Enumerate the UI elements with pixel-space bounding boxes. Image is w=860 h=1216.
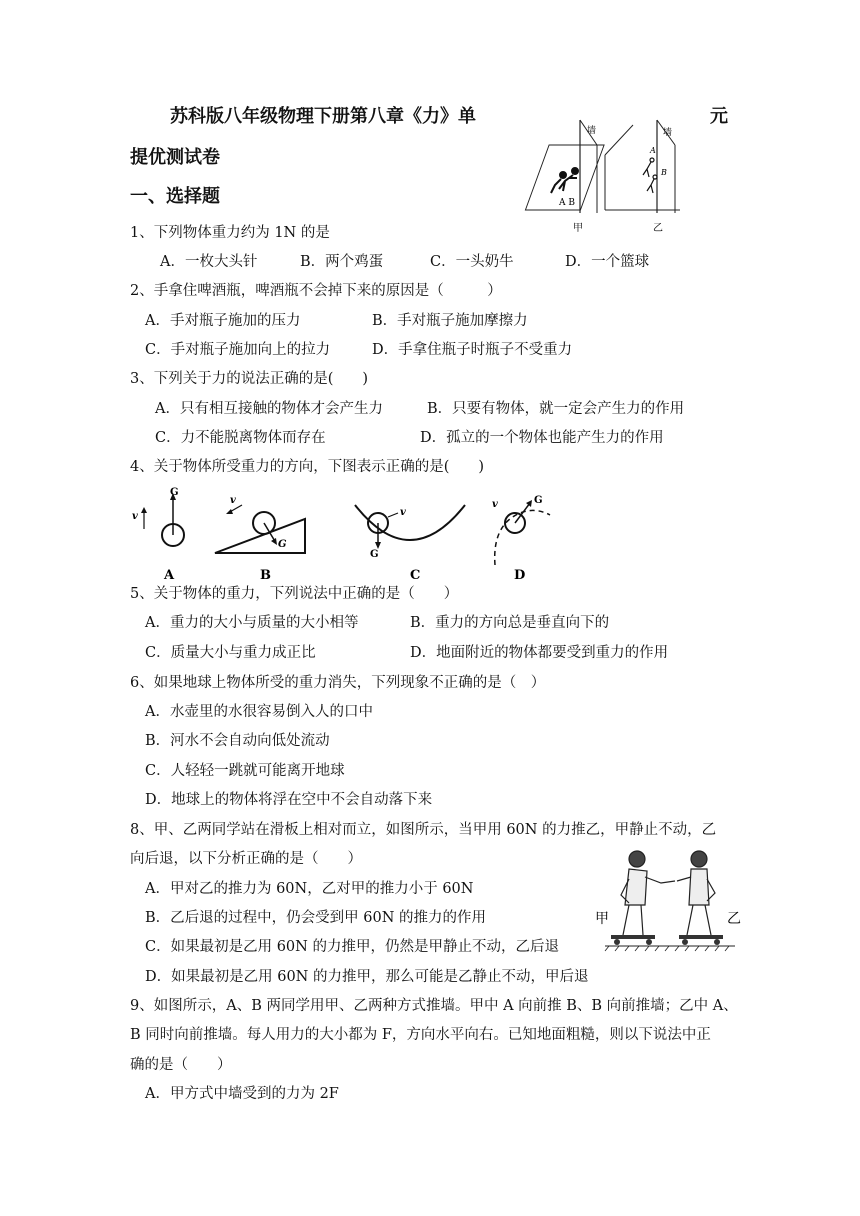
q8-stem-line1: 8、甲、乙两同学站在滑板上相对而立，如图所示，当甲用 60N 的力推乙，甲静止不动，乙	[130, 822, 717, 838]
g-label-c: G	[370, 549, 379, 560]
fig-label-left: 甲	[595, 911, 609, 927]
q1-option-c: C．一头奶牛	[430, 254, 514, 270]
q4-stem: 4、关于物体所受重力的方向，下图表示正确的是( )	[130, 459, 485, 475]
label-d: D	[514, 568, 526, 583]
person-icon	[643, 158, 657, 193]
q9-stem-line1: 9、如图所示，A、B 两同学用甲、乙两种方式推墙。甲中 A 向前推 B、B 向前推墙；乙中 A、	[130, 998, 738, 1014]
q6-option-b: B．河水不会自动向低处流动	[145, 733, 330, 749]
v-label-d: v	[492, 499, 498, 510]
q5-option-c: C．质量大小与重力成正比	[145, 645, 316, 661]
q8-stem-line2: 向后退，以下分析正确的是（ ）	[130, 851, 362, 867]
page-title-line2: 提优测试卷	[130, 147, 220, 168]
g-label-b: G	[278, 539, 287, 550]
q3-option-d: D．孤立的一个物体也能产生力的作用	[420, 430, 664, 446]
q6-stem: 6、如果地球上物体所受的重力消失，下列现象不正确的是（ ）	[130, 675, 546, 691]
q2-option-a: A．手对瓶子施加的压力	[145, 313, 301, 329]
q8-option-d: D．如果最初是乙用 60N 的力推甲，那么可能是乙静止不动，甲后退	[145, 969, 589, 985]
person-right-icon	[677, 851, 715, 935]
left-people-label: A B	[559, 198, 575, 208]
page-title: 苏科版八年级物理下册第八章《力》单	[170, 106, 476, 127]
v-label-c: v	[400, 507, 406, 518]
page-title-end: 元	[710, 106, 728, 127]
right-label-b: B	[661, 168, 667, 177]
q3-stem: 3、下列关于力的说法正确的是( )	[130, 371, 369, 387]
gravity-direction-figure	[130, 485, 570, 585]
q9-option-a: A．甲方式中墙受到的力为 2F	[145, 1086, 339, 1102]
q2-option-d: D．手拿住瓶子时瓶子不受重力	[372, 342, 573, 358]
fig-label-right: 乙	[727, 911, 741, 927]
q9-stem-line2: B 同时向前推墙。每人用力的大小都为 F，方向水平向右。已知地面粗糙，则以下说法中正	[130, 1027, 711, 1043]
q3-option-a: A．只有相互接触的物体才会产生力	[155, 401, 383, 417]
curve-c	[355, 505, 465, 540]
wall-label-left: 墙	[587, 126, 597, 136]
wall-push-figure	[525, 115, 705, 235]
person-left-icon	[621, 851, 675, 935]
q1-option-b: B．两个鸡蛋	[300, 254, 384, 270]
skateboard-left	[611, 935, 655, 939]
right-label-a: A	[650, 146, 656, 155]
q1-stem: 1、下列物体重力约为 1N 的是	[130, 225, 330, 241]
q8-option-b: B．乙后退的过程中，仍会受到甲 60N 的推力的作用	[145, 910, 487, 926]
q5-option-b: B．重力的方向总是垂直向下的	[410, 615, 610, 631]
q5-option-a: A．重力的大小与质量的大小相等	[145, 615, 359, 631]
caption-right: 乙	[653, 223, 663, 234]
person-icon	[551, 168, 578, 193]
label-a: A	[164, 568, 175, 583]
q6-option-d: D．地球上的物体将浮在空中不会自动落下来	[145, 792, 433, 808]
q3-option-c: C．力不能脱离物体而存在	[155, 430, 326, 446]
q1-option-a: A．一枚大头针	[160, 254, 258, 270]
q9-stem-line3: 确的是（ ）	[130, 1057, 232, 1073]
skateboard-right	[679, 935, 723, 939]
q5-stem: 5、关于物体的重力，下列说法中正确的是（ ）	[130, 586, 459, 602]
q6-option-a: A．水壶里的水很容易倒入人的口中	[145, 704, 373, 720]
v-label-a: v	[132, 511, 138, 522]
curve-d	[495, 510, 550, 565]
section-heading: 一、选择题	[130, 186, 220, 207]
q8-option-a: A．甲对乙的推力为 60N，乙对甲的推力小于 60N	[145, 881, 474, 897]
v-label-b: v	[230, 495, 236, 506]
label-b: B	[260, 568, 271, 583]
q2-stem: 2、手拿住啤酒瓶，啤酒瓶不会掉下来的原因是（ ）	[130, 283, 502, 299]
q8-option-c: C．如果最初是乙用 60N 的力推甲，仍然是甲静止不动，乙后退	[145, 939, 559, 955]
incline	[215, 519, 305, 553]
q5-option-d: D．地面附近的物体都要受到重力的作用	[410, 645, 669, 661]
g-label-d: G	[534, 495, 543, 506]
wall-label-right: 墙	[663, 128, 673, 138]
g-label-a: G	[170, 487, 179, 498]
caption-left: 甲	[573, 223, 583, 234]
q2-option-b: B．手对瓶子施加摩擦力	[372, 313, 528, 329]
q1-option-d: D．一个篮球	[565, 254, 650, 270]
label-c: C	[410, 568, 421, 583]
q2-option-c: C．手对瓶子施加向上的拉力	[145, 342, 331, 358]
q3-option-b: B．只要有物体，就一定会产生力的作用	[427, 401, 685, 417]
skateboard-figure	[595, 845, 745, 955]
q6-option-c: C．人轻轻一跳就可能离开地球	[145, 763, 345, 779]
